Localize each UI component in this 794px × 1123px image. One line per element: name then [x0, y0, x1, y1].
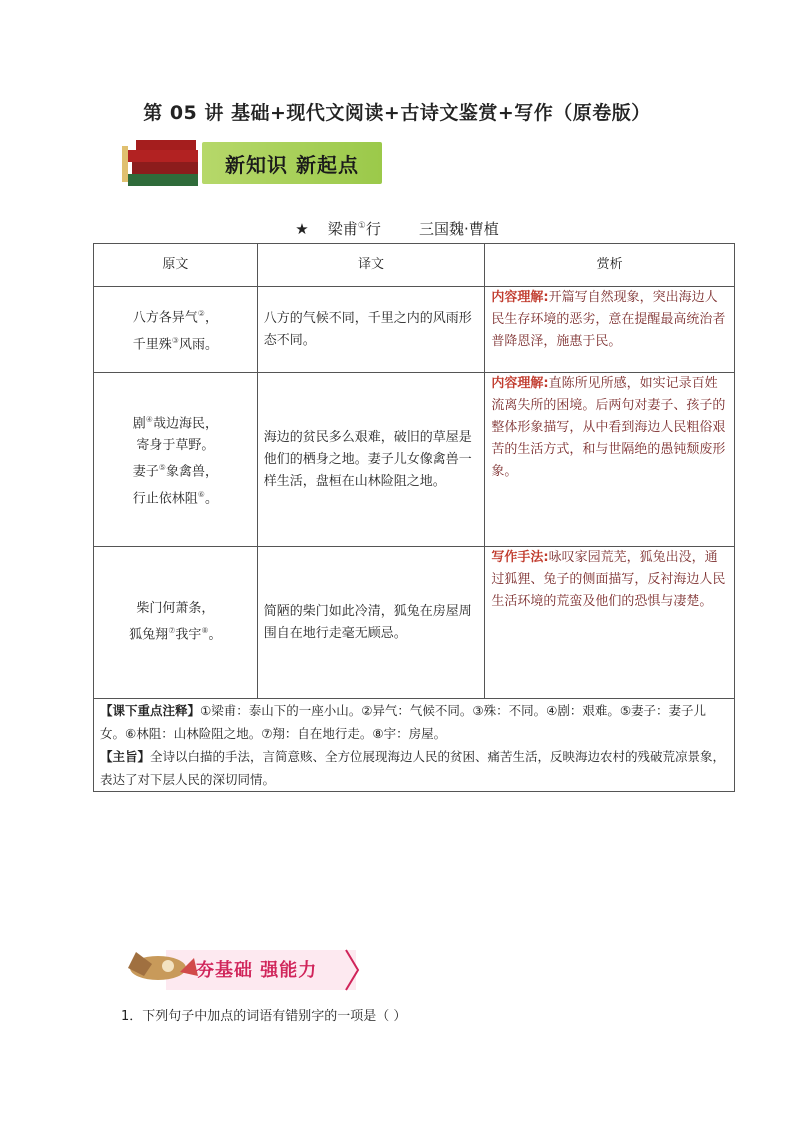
translation-text: 八方的气候不同，千里之内的风雨形态不同。	[257, 287, 485, 373]
page-title: 第 05 讲 基础+现代文阅读+古诗文鉴赏+写作（原卷版）	[143, 102, 651, 124]
analysis-text: 写作手法:咏叹家园荒芜，狐兔出没，通过狐狸、兔子的侧面描写，反衬海边人民生活环境的荒蛮及他们的恐惧与凄楚。	[485, 547, 735, 699]
original-text: 八方各异气②， 千里殊③风雨。	[94, 287, 258, 373]
translation-text: 简陋的柴门如此冷清，狐兔在房屋周围自在地行走毫无顾忌。	[257, 547, 485, 699]
books-icon	[122, 138, 212, 188]
banner-label: 夯基础 强能力	[196, 960, 318, 981]
star-icon: ★	[295, 220, 309, 238]
header-original: 原文	[94, 244, 258, 287]
poem-title: 梁甫	[327, 220, 358, 238]
footnote-row	[94, 699, 735, 792]
poem-author: 三国魏·曹植	[419, 220, 499, 238]
original-text: 剧④哉边海民， 寄身于草野。 妻子⑤象禽兽， 行止依林阻⑥。	[94, 373, 258, 547]
analysis-text: 内容理解:直陈所见所感，如实记录百姓流离失所的困境。后两句对妻子、孩子的整体形象描写，从中看到海边人民粗俗艰苦的生活方式，和与世隔绝的愚钝颓废形象。	[485, 373, 735, 547]
new-knowledge-banner	[122, 138, 384, 188]
analysis-text: 内容理解:开篇写自然现象，突出海边人民生存环境的恶劣，意在提醒最高统治者普降恩泽，施惠于民。	[485, 287, 735, 373]
table-row	[94, 287, 735, 373]
header-translation: 译文	[257, 244, 485, 287]
footnotes: 【课下重点注释】①梁甫：泰山下的一座小山。②异气：气候不同。③殊：不同。④剧：艰难。⑤妻子：妻子儿女。⑥林阻：山林险阻之地。⑦翔：自在地行走。⑧宇：房屋。 【主旨】全诗以白描的手法，言简意赅、全方位展现海边人民的贫困、痛苦生活，反映海边农村的残破荒凉景象，表达了对下层人民的深切同情。	[94, 699, 735, 792]
table-header-row	[94, 244, 735, 287]
header-analysis: 赏析	[485, 244, 735, 287]
table-row	[94, 547, 735, 699]
poem-table	[93, 243, 735, 792]
banner-label: 新知识 新起点	[202, 142, 382, 184]
question-1: 1．下列句子中加点的词语有错别字的一项是（ ）	[121, 1009, 407, 1024]
poem-heading: ★ 梁甫①行 三国魏·曹植	[295, 220, 499, 238]
original-text: 柴门何萧条， 狐兔翔⑦我宇⑧。	[94, 547, 258, 699]
skill-banner	[122, 942, 362, 994]
translation-text: 海边的贫民多么艰难，破旧的草屋是他们的栖身之地。妻子儿女像禽兽一样生活，盘桓在山林险阻之地。	[257, 373, 485, 547]
table-row	[94, 373, 735, 547]
